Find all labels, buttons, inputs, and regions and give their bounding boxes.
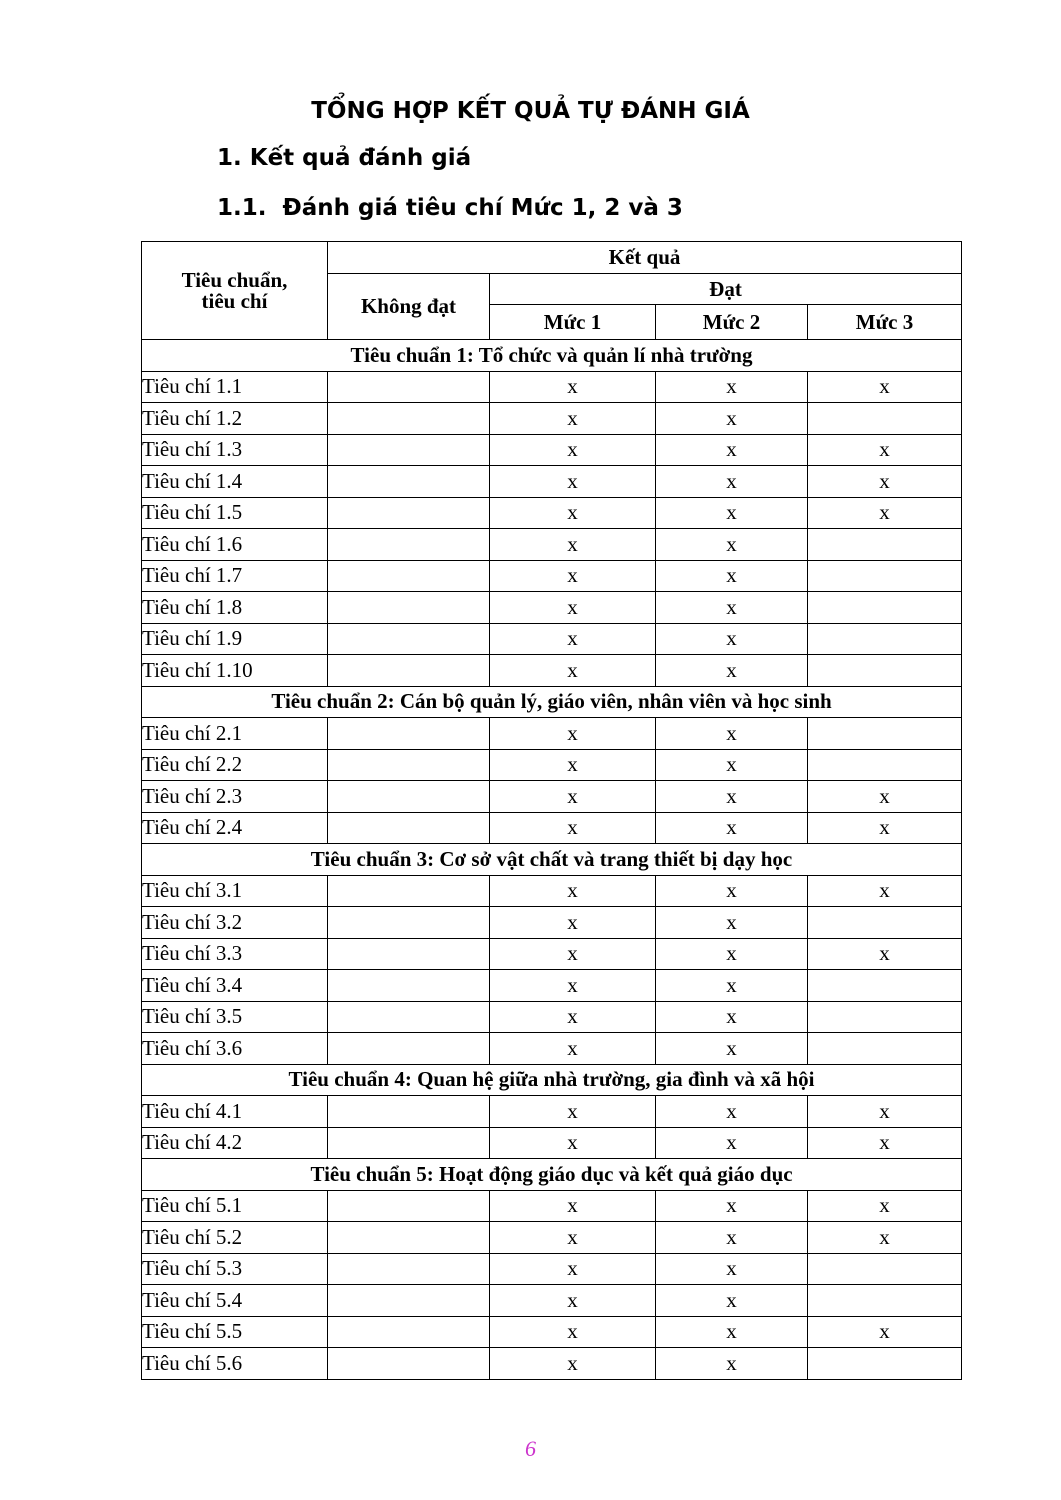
level1-cell: x bbox=[490, 938, 656, 970]
achieved-header: Đạt bbox=[490, 274, 962, 305]
criterion-name: Tiêu chí 1.2 bbox=[142, 403, 328, 435]
criterion-name: Tiêu chí 2.2 bbox=[142, 749, 328, 781]
level2-cell: x bbox=[656, 1348, 808, 1380]
level3-cell: x bbox=[808, 1222, 962, 1254]
level3-cell bbox=[808, 560, 962, 592]
standard-row bbox=[142, 686, 962, 718]
level2-cell: x bbox=[656, 592, 808, 624]
level2-cell: x bbox=[656, 560, 808, 592]
criterion-name: Tiêu chí 3.4 bbox=[142, 970, 328, 1002]
standard-title: Tiêu chuẩn 1: Tổ chức và quản lí nhà trường bbox=[142, 340, 962, 372]
level1-cell: x bbox=[490, 1285, 656, 1317]
criterion-row bbox=[142, 1001, 962, 1033]
level2-cell: x bbox=[656, 1001, 808, 1033]
criterion-row bbox=[142, 1348, 962, 1380]
level1-header: Mức 1 bbox=[490, 305, 656, 340]
criterion-name: Tiêu chí 3.6 bbox=[142, 1033, 328, 1065]
criterion-row bbox=[142, 1316, 962, 1348]
criterion-row bbox=[142, 907, 962, 939]
level3-cell: x bbox=[808, 497, 962, 529]
level1-cell: x bbox=[490, 466, 656, 498]
not-achieved-cell bbox=[328, 1348, 490, 1380]
level2-cell: x bbox=[656, 907, 808, 939]
level3-cell: x bbox=[808, 1096, 962, 1128]
level3-cell bbox=[808, 970, 962, 1002]
not-achieved-cell bbox=[328, 434, 490, 466]
criterion-row bbox=[142, 560, 962, 592]
criterion-name: Tiêu chí 4.2 bbox=[142, 1127, 328, 1159]
criterion-row bbox=[142, 1222, 962, 1254]
level1-cell: x bbox=[490, 592, 656, 624]
level2-header: Mức 2 bbox=[656, 305, 808, 340]
level1-cell: x bbox=[490, 812, 656, 844]
level2-cell: x bbox=[656, 434, 808, 466]
criterion-row bbox=[142, 497, 962, 529]
criterion-row bbox=[142, 529, 962, 561]
level3-cell: x bbox=[808, 371, 962, 403]
level3-cell bbox=[808, 1285, 962, 1317]
standard-row bbox=[142, 1064, 962, 1096]
standard-row bbox=[142, 340, 962, 372]
level3-cell: x bbox=[808, 1190, 962, 1222]
not-achieved-cell bbox=[328, 1127, 490, 1159]
criterion-name: Tiêu chí 1.1 bbox=[142, 371, 328, 403]
not-achieved-cell bbox=[328, 497, 490, 529]
level1-cell: x bbox=[490, 907, 656, 939]
level1-cell: x bbox=[490, 1127, 656, 1159]
not-achieved-cell bbox=[328, 938, 490, 970]
level2-cell: x bbox=[656, 1253, 808, 1285]
criterion-row bbox=[142, 1096, 962, 1128]
level3-cell: x bbox=[808, 938, 962, 970]
level1-cell: x bbox=[490, 1348, 656, 1380]
standard-title: Tiêu chuẩn 4: Quan hệ giữa nhà trường, gia đình và xã hội bbox=[142, 1064, 962, 1096]
not-achieved-cell bbox=[328, 812, 490, 844]
results-table bbox=[141, 241, 962, 1380]
not-achieved-cell bbox=[328, 655, 490, 687]
level1-cell: x bbox=[490, 371, 656, 403]
table-header bbox=[142, 242, 962, 340]
level1-cell: x bbox=[490, 1253, 656, 1285]
level1-cell: x bbox=[490, 1316, 656, 1348]
level3-cell: x bbox=[808, 781, 962, 813]
level2-cell: x bbox=[656, 812, 808, 844]
criterion-name: Tiêu chí 3.2 bbox=[142, 907, 328, 939]
document-title: TỔNG HỢP KẾT QUẢ TỰ ĐÁNH GIÁ bbox=[311, 98, 750, 124]
criterion-name: Tiêu chí 3.5 bbox=[142, 1001, 328, 1033]
level1-cell: x bbox=[490, 781, 656, 813]
level3-cell: x bbox=[808, 1316, 962, 1348]
level1-cell: x bbox=[490, 497, 656, 529]
criterion-row bbox=[142, 749, 962, 781]
not-achieved-cell bbox=[328, 1190, 490, 1222]
criterion-name: Tiêu chí 1.8 bbox=[142, 592, 328, 624]
level3-cell: x bbox=[808, 466, 962, 498]
not-achieved-cell bbox=[328, 466, 490, 498]
criterion-name: Tiêu chí 5.2 bbox=[142, 1222, 328, 1254]
criterion-row bbox=[142, 592, 962, 624]
level2-cell: x bbox=[656, 655, 808, 687]
level2-cell: x bbox=[656, 1033, 808, 1065]
not-achieved-cell bbox=[328, 875, 490, 907]
criterion-name: Tiêu chí 5.3 bbox=[142, 1253, 328, 1285]
level2-cell: x bbox=[656, 1316, 808, 1348]
level1-cell: x bbox=[490, 560, 656, 592]
criterion-row bbox=[142, 1033, 962, 1065]
level2-cell: x bbox=[656, 970, 808, 1002]
criterion-row bbox=[142, 812, 962, 844]
not-achieved-header: Không đạt bbox=[328, 274, 490, 340]
level3-cell bbox=[808, 623, 962, 655]
criterion-row bbox=[142, 1253, 962, 1285]
level2-cell: x bbox=[656, 1190, 808, 1222]
criterion-name: Tiêu chí 1.4 bbox=[142, 466, 328, 498]
level3-cell: x bbox=[808, 434, 962, 466]
criterion-row bbox=[142, 938, 962, 970]
level3-cell bbox=[808, 907, 962, 939]
not-achieved-cell bbox=[328, 970, 490, 1002]
level2-cell: x bbox=[656, 497, 808, 529]
subsection-heading: 1.1. Đánh giá tiêu chí Mức 1, 2 và 3 bbox=[217, 195, 683, 221]
level1-cell: x bbox=[490, 718, 656, 750]
level3-cell bbox=[808, 1001, 962, 1033]
not-achieved-cell bbox=[328, 1253, 490, 1285]
criterion-row bbox=[142, 875, 962, 907]
level1-cell: x bbox=[490, 655, 656, 687]
not-achieved-cell bbox=[328, 907, 490, 939]
criterion-name: Tiêu chí 5.4 bbox=[142, 1285, 328, 1317]
criterion-row bbox=[142, 655, 962, 687]
level1-cell: x bbox=[490, 970, 656, 1002]
standard-title: Tiêu chuẩn 3: Cơ sở vật chất và trang thiết bị dạy học bbox=[142, 844, 962, 876]
level2-cell: x bbox=[656, 1285, 808, 1317]
criterion-name: Tiêu chí 4.1 bbox=[142, 1096, 328, 1128]
table-body bbox=[142, 340, 962, 1380]
criterion-name: Tiêu chí 5.1 bbox=[142, 1190, 328, 1222]
level3-cell bbox=[808, 1033, 962, 1065]
level2-cell: x bbox=[656, 466, 808, 498]
criterion-name: Tiêu chí 3.3 bbox=[142, 938, 328, 970]
level1-cell: x bbox=[490, 1033, 656, 1065]
level1-cell: x bbox=[490, 1190, 656, 1222]
level3-cell: x bbox=[808, 1127, 962, 1159]
level2-cell: x bbox=[656, 875, 808, 907]
level2-cell: x bbox=[656, 938, 808, 970]
level2-cell: x bbox=[656, 1096, 808, 1128]
level3-cell bbox=[808, 1348, 962, 1380]
criterion-name: Tiêu chí 2.3 bbox=[142, 781, 328, 813]
criterion-row bbox=[142, 1285, 962, 1317]
not-achieved-cell bbox=[328, 1222, 490, 1254]
level2-cell: x bbox=[656, 623, 808, 655]
level1-cell: x bbox=[490, 1222, 656, 1254]
level2-cell: x bbox=[656, 1127, 808, 1159]
level1-cell: x bbox=[490, 875, 656, 907]
criterion-row bbox=[142, 466, 962, 498]
criterion-row bbox=[142, 1127, 962, 1159]
criterion-row bbox=[142, 403, 962, 435]
criterion-name: Tiêu chí 1.3 bbox=[142, 434, 328, 466]
not-achieved-cell bbox=[328, 623, 490, 655]
level3-cell bbox=[808, 529, 962, 561]
criterion-row bbox=[142, 970, 962, 1002]
level2-cell: x bbox=[656, 529, 808, 561]
not-achieved-cell bbox=[328, 529, 490, 561]
level2-cell: x bbox=[656, 781, 808, 813]
level3-cell bbox=[808, 718, 962, 750]
criterion-row bbox=[142, 371, 962, 403]
not-achieved-cell bbox=[328, 1316, 490, 1348]
criterion-row bbox=[142, 781, 962, 813]
level3-cell bbox=[808, 749, 962, 781]
level1-cell: x bbox=[490, 434, 656, 466]
criterion-name: Tiêu chí 1.7 bbox=[142, 560, 328, 592]
level2-cell: x bbox=[656, 718, 808, 750]
level1-cell: x bbox=[490, 749, 656, 781]
result-header: Kết quả bbox=[328, 242, 962, 274]
criterion-name: Tiêu chí 1.6 bbox=[142, 529, 328, 561]
not-achieved-cell bbox=[328, 1033, 490, 1065]
level2-cell: x bbox=[656, 749, 808, 781]
not-achieved-cell bbox=[328, 1096, 490, 1128]
criterion-name: Tiêu chí 1.9 bbox=[142, 623, 328, 655]
criterion-row bbox=[142, 434, 962, 466]
not-achieved-cell bbox=[328, 592, 490, 624]
level1-cell: x bbox=[490, 403, 656, 435]
not-achieved-cell bbox=[328, 749, 490, 781]
criterion-name: Tiêu chí 3.1 bbox=[142, 875, 328, 907]
level1-cell: x bbox=[490, 623, 656, 655]
criterion-header: Tiêu chuẩn, tiêu chí bbox=[142, 242, 328, 340]
standard-row bbox=[142, 844, 962, 876]
level2-cell: x bbox=[656, 1222, 808, 1254]
not-achieved-cell bbox=[328, 1285, 490, 1317]
criterion-name: Tiêu chí 1.10 bbox=[142, 655, 328, 687]
level2-cell: x bbox=[656, 371, 808, 403]
standard-row bbox=[142, 1159, 962, 1191]
criterion-row bbox=[142, 1190, 962, 1222]
level3-cell bbox=[808, 403, 962, 435]
level2-cell: x bbox=[656, 403, 808, 435]
level3-cell bbox=[808, 655, 962, 687]
level3-header: Mức 3 bbox=[808, 305, 962, 340]
level1-cell: x bbox=[490, 1001, 656, 1033]
criterion-row bbox=[142, 718, 962, 750]
level3-cell bbox=[808, 592, 962, 624]
level3-cell bbox=[808, 1253, 962, 1285]
not-achieved-cell bbox=[328, 718, 490, 750]
level3-cell: x bbox=[808, 875, 962, 907]
criterion-name: Tiêu chí 2.1 bbox=[142, 718, 328, 750]
section-heading: 1. Kết quả đánh giá bbox=[217, 145, 472, 171]
level1-cell: x bbox=[490, 529, 656, 561]
criterion-name: Tiêu chí 1.5 bbox=[142, 497, 328, 529]
level3-cell: x bbox=[808, 812, 962, 844]
standard-title: Tiêu chuẩn 5: Hoạt động giáo dục và kết quả giáo dục bbox=[142, 1159, 962, 1191]
not-achieved-cell bbox=[328, 371, 490, 403]
page-number: 6 bbox=[525, 1436, 536, 1461]
criterion-name: Tiêu chí 5.5 bbox=[142, 1316, 328, 1348]
not-achieved-cell bbox=[328, 781, 490, 813]
standard-title: Tiêu chuẩn 2: Cán bộ quản lý, giáo viên, nhân viên và học sinh bbox=[142, 686, 962, 718]
not-achieved-cell bbox=[328, 560, 490, 592]
criterion-name: Tiêu chí 2.4 bbox=[142, 812, 328, 844]
level1-cell: x bbox=[490, 1096, 656, 1128]
criterion-name: Tiêu chí 5.6 bbox=[142, 1348, 328, 1380]
not-achieved-cell bbox=[328, 403, 490, 435]
criterion-row bbox=[142, 623, 962, 655]
not-achieved-cell bbox=[328, 1001, 490, 1033]
